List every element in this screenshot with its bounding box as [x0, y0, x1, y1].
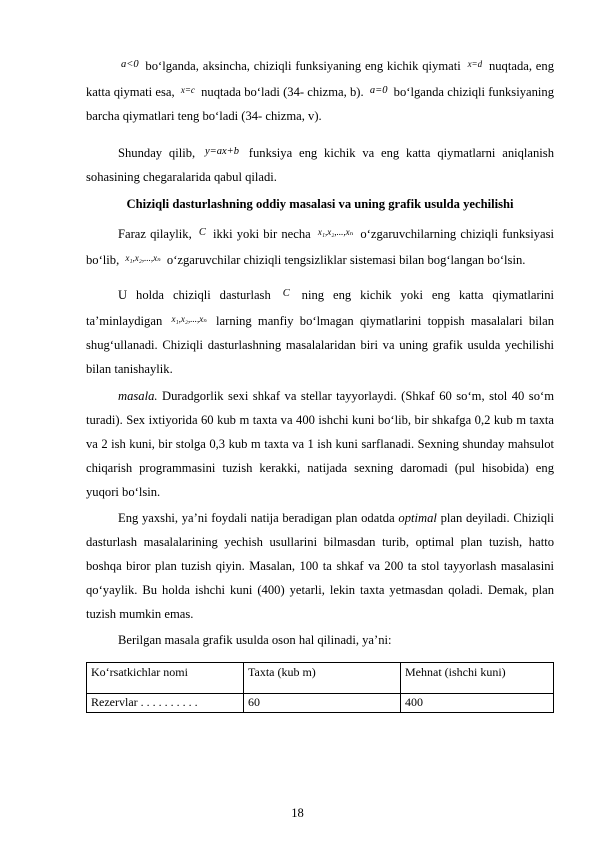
text-segment: U holda chiziqli dasturlash	[118, 288, 280, 302]
text-segment: bo‘lganda chiziqli funksiyaning barcha qiymatlari teng bo‘ladi (34- chizma, v).	[86, 85, 554, 123]
text-segment: Shunday qilib,	[118, 146, 202, 160]
text-segment: bo‘lganda, aksincha, chiziqli funksiyaning eng kichik qiymati	[141, 59, 465, 73]
table-header-cell: Mehnat (ishchi kuni)	[401, 663, 554, 694]
formula-C: C	[282, 288, 290, 299]
table-cell: 60	[244, 694, 401, 713]
text-segment: o‘zgaruvchilarning chiziqli funksiyasi bo‘lib,	[86, 227, 554, 267]
term-optimal: optimal	[398, 511, 437, 525]
text-segment: plan deyiladi. Chiziqli dasturlash masalalarining yechish usullarini bilmasdan turib, optimal plan tuzish, hatto boshqa biror plan tuzish qiyin. Masalan, 100 ta shkaf va 200 ta stol tayyorlash masalasini qo‘yaylik. Bu holda ishchi kuni (400) yetarli, lekin taxta yetmasdan qoladi. Demak, plan tuzish mumkin emas.	[86, 511, 554, 621]
table-row	[87, 694, 554, 713]
table-header-row	[87, 663, 554, 694]
text-segment: larning manfiy bo‘lmagan qiymatlarini toppish masalalari bilan shug‘ullanadi. Chiziqli dasturlashning masalalaridan biri va uning grafik usulda yechilishi bilan tanishaylik.	[86, 314, 555, 376]
formula-x-equals-c: x=c	[180, 85, 195, 95]
text-segment: Faraz qilaylik,	[118, 227, 196, 241]
formula-a-equals-zero: a=0	[369, 85, 388, 96]
formula-variables: x₁,x₂,...,xₙ	[171, 314, 207, 324]
data-table	[86, 662, 554, 713]
text-segment: ikki yoki bir necha	[208, 227, 315, 241]
table-header-cell: Ko‘rsatkichlar nomi	[87, 663, 244, 694]
formula-a-less-than-zero: a<0	[121, 59, 139, 70]
formula-variables: x₁,x₂,...,xₙ	[317, 227, 354, 237]
text-segment: ning eng kichik yoki eng katta qiymatlarini ta’minlaydigan	[86, 288, 554, 328]
paragraph-conclusion	[86, 140, 554, 189]
section-heading: Chiziqli dasturlashning oddiy masalasi va uning grafik usulda yechilishi	[126, 197, 514, 211]
text-segment: Eng yaxshi, ya’ni foydali natija beradigan plan odatda	[118, 511, 399, 525]
paragraph-graphical-solution: Berilgan masala grafik usulda oson hal qilinadi, ya’ni:	[118, 633, 392, 647]
text-segment: nuqtada, eng katta qiymati esa,	[86, 59, 554, 99]
text-segment: funksiya eng kichik va eng katta qiymatlarni aniqlanish sohasining chegaralarida qabul qiladi.	[86, 146, 554, 184]
formula-C: C	[198, 227, 206, 238]
formula-linear-function: y=ax+b	[204, 146, 239, 157]
text-segment: nuqtada bo‘ladi (34- chizma, b).	[197, 85, 367, 99]
formula-variables: x₁,x₂,...,xₙ	[125, 253, 161, 263]
table-cell: Rezervlar . . . . . . . . . .	[87, 694, 244, 713]
table-cell: 400	[401, 694, 554, 713]
page-number: 18	[291, 806, 304, 820]
paragraph-optimal-plan	[86, 506, 554, 626]
document-page	[86, 0, 554, 713]
paragraph-linear-function-cases	[86, 52, 554, 128]
paragraph-problem-statement	[86, 384, 554, 504]
formula-x-equals-d: x=d	[467, 59, 483, 69]
text-segment: Duradgorlik sexi shkaf va stellar tayyorlaydi. (Shkaf 60 so‘m, stol 40 so‘m turadi). Sex ixtiyorida 60 kub m taxta va 400 ishchi kuni bo‘lib, bir shkafga 0,2 kub m taxta va 2 ish kuni, bir stolga 0,3 kub m taxta va 1 ish kuni sarflanadi. Sexning shunday mahsulot chiqarish programmasini tuzish kerakki, natijada sexning daromadi (pul hisobida) eng yuqori bo‘lsin.	[86, 389, 554, 499]
paragraph-assumption	[86, 220, 554, 272]
table-header-cell: Taxta (kub m)	[244, 663, 401, 694]
term-masala: masala.	[118, 389, 158, 403]
paragraph-linear-programming-definition	[86, 282, 554, 381]
text-segment: o‘zgaruvchilar chiziqli tengsizliklar sistemasi bilan bog‘langan bo‘lsin.	[163, 253, 526, 267]
